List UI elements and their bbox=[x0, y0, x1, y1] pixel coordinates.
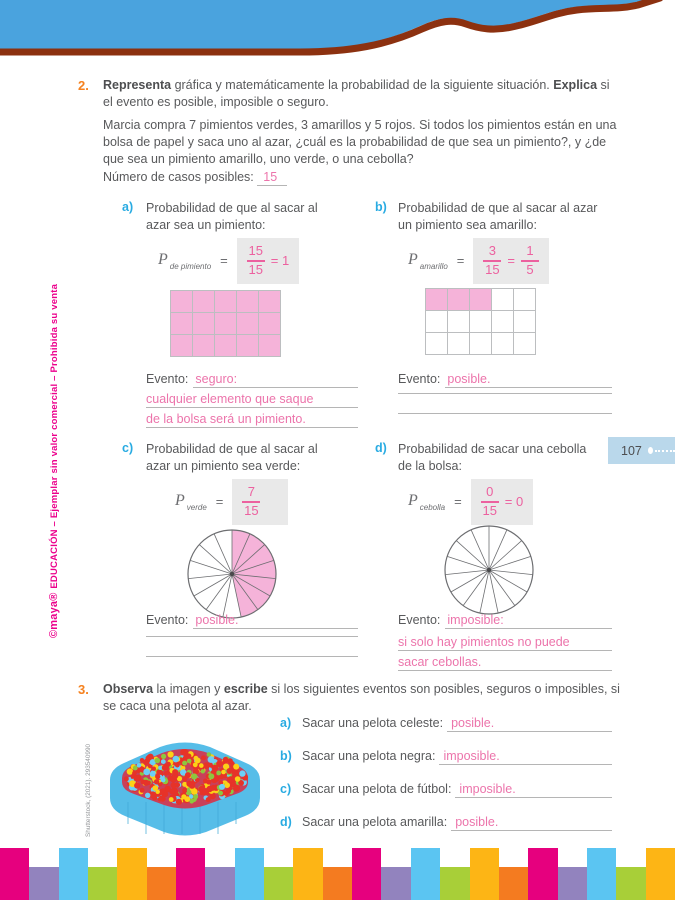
evento-row-d bbox=[398, 613, 612, 629]
footer-bar bbox=[528, 848, 557, 900]
footer-bar bbox=[264, 867, 293, 900]
evento-label: Evento: bbox=[398, 613, 441, 627]
equals-sign: = bbox=[215, 494, 224, 510]
q3-item-d-letter: d) bbox=[280, 815, 292, 829]
answer-line-d2: si solo hay pimientos no puede bbox=[398, 635, 612, 651]
image-credit: Shutterstock, (2021). 293540990 bbox=[85, 743, 92, 837]
grid-cell bbox=[448, 333, 469, 354]
answer-line-a3: de la bolsa será un pimiento. bbox=[146, 412, 358, 428]
ball-pit-photo bbox=[100, 720, 270, 851]
grid-cell bbox=[514, 311, 535, 332]
q2-intro-text-1: gráfica y matemáticamente la probabilidad de la siguiente situación. bbox=[171, 78, 554, 92]
q3-intro-text-2: si los siguientes eventos son posibles, seguros o imposibles, si se caca una pelota al azar. bbox=[103, 682, 620, 713]
evento-label: Evento: bbox=[146, 613, 189, 627]
probability-grid-b bbox=[425, 288, 536, 355]
fraction-b2: $\frac{1}{5}$ bbox=[521, 244, 539, 278]
evento-label: Evento: bbox=[398, 372, 441, 386]
footer-bar bbox=[323, 867, 352, 900]
grid-cell bbox=[215, 335, 236, 356]
footer-bar bbox=[440, 867, 469, 900]
item-d-letter: d) bbox=[375, 441, 387, 455]
footer-bar bbox=[352, 848, 381, 900]
equals-sign: = bbox=[454, 494, 462, 510]
q3-item-c-prompt: Sacar una pelota de fútbol: bbox=[302, 782, 452, 796]
grid-cell bbox=[470, 289, 491, 310]
q2-verb-1: Representa bbox=[103, 78, 172, 92]
footer-bar bbox=[235, 848, 264, 900]
grid-cell bbox=[237, 335, 258, 356]
question-2-number: 2. bbox=[78, 78, 89, 93]
header-wave-decoration bbox=[0, 0, 675, 62]
probability-variable-a: P $_{de pimiento}$ bbox=[158, 251, 212, 271]
answer-line-b3 bbox=[398, 412, 612, 414]
fraction-a: $\frac{15}{15}$ bbox=[248, 243, 263, 277]
q2-verb-2: Explica bbox=[553, 78, 598, 92]
footer-bar bbox=[176, 848, 205, 900]
fraction-d-result: = 0 bbox=[504, 494, 524, 510]
cases-label: Número de casos posibles: bbox=[103, 170, 254, 184]
footer-bar bbox=[205, 867, 234, 900]
q3-item-b-answer: imposible. bbox=[439, 749, 612, 765]
fraction-a-result: = 1 bbox=[270, 253, 290, 269]
footer-bar bbox=[616, 867, 645, 900]
footer-bar bbox=[558, 867, 587, 900]
fraction-b1: $\frac{3}{15}$ bbox=[485, 243, 500, 277]
fraction-box-a bbox=[237, 238, 299, 284]
probability-grid-a bbox=[170, 290, 281, 357]
grid-cell bbox=[237, 313, 258, 334]
question-2-problem-text: Marcia compra 7 pimientos verdes, 3 amarillos y 5 rojos. Si todos los pimientos están en una bolsa de papel y saca uno al azar, ¿cuál es la probabilidad de que sea un pimiento?, y ¿de que sea un pimiento amarillo, uno verde, o una cebolla? bbox=[103, 118, 617, 166]
q3-item-c-letter: c) bbox=[280, 782, 292, 796]
q3-item-b-prompt: Sacar una pelota negra: bbox=[302, 749, 436, 763]
item-b-letter: b) bbox=[375, 200, 387, 214]
q3-verb-1: Observa bbox=[103, 682, 154, 696]
page-number-badge bbox=[608, 437, 675, 464]
q3-row-b bbox=[280, 749, 612, 765]
grid-cell bbox=[259, 291, 280, 312]
grid-cell bbox=[259, 313, 280, 334]
evento-answer-d: imposible: bbox=[445, 613, 612, 629]
item-a-prompt: Probabilidad de que al sacar al azar sea un pimiento: bbox=[146, 201, 318, 232]
evento-answer-b: posible. bbox=[445, 372, 612, 388]
grid-cell bbox=[259, 335, 280, 356]
grid-cell bbox=[492, 289, 513, 310]
page-number: 107 bbox=[621, 443, 642, 458]
equation-a bbox=[158, 238, 299, 284]
evento-row-c bbox=[146, 613, 358, 629]
item-d-prompt: Probabilidad de sacar una cebolla de la bolsa: bbox=[398, 442, 587, 473]
probability-pie-d bbox=[443, 524, 535, 621]
footer-bar bbox=[499, 867, 528, 900]
badge-dotted-line-icon bbox=[655, 450, 675, 452]
q3-item-d-prompt: Sacar una pelota amarilla: bbox=[302, 815, 448, 829]
cases-answer: 15 bbox=[257, 170, 287, 186]
footer-bar bbox=[470, 848, 499, 900]
probability-variable-d: P $_{cebolla}$ bbox=[408, 492, 446, 512]
grid-cell bbox=[426, 289, 447, 310]
q3-item-a-prompt: Sacar una pelota celeste: bbox=[302, 716, 444, 730]
footer-bar bbox=[88, 867, 117, 900]
answer-line-d3: sacar cebollas. bbox=[398, 655, 612, 671]
answer-line-b2 bbox=[398, 392, 612, 394]
item-b-prompt: Probabilidad de que al sacar al azar un pimiento sea amarillo: bbox=[398, 201, 598, 232]
equation-d bbox=[408, 479, 533, 525]
footer-bar bbox=[646, 848, 675, 900]
footer-bar bbox=[293, 848, 322, 900]
grid-cell bbox=[492, 311, 513, 332]
grid-cell bbox=[470, 333, 491, 354]
grid-cell bbox=[426, 333, 447, 354]
fraction-d: $\frac{0}{15}$ bbox=[482, 484, 497, 518]
grid-cell bbox=[514, 333, 535, 354]
grid-cell bbox=[193, 335, 214, 356]
footer-bar bbox=[117, 848, 146, 900]
grid-cell bbox=[470, 311, 491, 332]
grid-cell bbox=[171, 335, 192, 356]
q3-item-d-answer: posible. bbox=[451, 815, 612, 831]
grid-cell bbox=[171, 313, 192, 334]
footer-bar bbox=[29, 867, 58, 900]
probability-variable-b: P $_{amarillo}$ bbox=[408, 251, 448, 271]
grid-cell bbox=[215, 313, 236, 334]
fraction-box-c bbox=[232, 479, 288, 525]
grid-cell bbox=[171, 291, 192, 312]
equation-b bbox=[408, 238, 549, 284]
grid-cell bbox=[514, 289, 535, 310]
fraction-c: $\frac{7}{15}$ bbox=[244, 484, 259, 518]
edition-notice-text: EDUCACIÓN – Ejemplar sin valor comercial – Prohibida su venta bbox=[49, 283, 60, 592]
footer-bar bbox=[0, 848, 29, 900]
grid-cell bbox=[215, 291, 236, 312]
evento-answer-c: posible. bbox=[193, 613, 358, 629]
q3-item-b-letter: b) bbox=[280, 749, 292, 763]
grid-cell bbox=[426, 311, 447, 332]
item-c-prompt: Probabilidad de que al sacar al azar un pimiento sea verde: bbox=[146, 442, 318, 473]
q3-item-a-letter: a) bbox=[280, 716, 292, 730]
evento-row-b bbox=[398, 372, 612, 388]
fraction-b-equals: = bbox=[507, 253, 515, 269]
badge-dot-icon bbox=[648, 447, 653, 454]
answer-line-a2: cualquier elemento que saque bbox=[146, 392, 358, 408]
fraction-box-b bbox=[473, 238, 549, 284]
equals-sign: = bbox=[220, 253, 228, 269]
grid-cell bbox=[193, 313, 214, 334]
evento-answer-a: seguro: bbox=[193, 372, 358, 388]
q2-intro-text-2: si el evento es posible, imposible o seguro. bbox=[103, 78, 610, 109]
q3-intro-text-1: la imagen y bbox=[153, 682, 224, 696]
maya-logo: ©maya® bbox=[48, 592, 60, 638]
answer-line-c2 bbox=[146, 635, 358, 637]
footer-bar bbox=[147, 867, 176, 900]
evento-row-a bbox=[146, 372, 358, 388]
answer-line-c3 bbox=[146, 655, 358, 657]
probability-pie-c bbox=[186, 528, 278, 625]
grid-cell bbox=[237, 291, 258, 312]
q3-row-c bbox=[280, 782, 612, 798]
question-3-intro bbox=[103, 681, 620, 715]
grid-cell bbox=[193, 291, 214, 312]
cases-line bbox=[103, 170, 287, 184]
q3-item-a-answer: posible. bbox=[447, 716, 612, 732]
item-c-letter: c) bbox=[122, 441, 134, 455]
footer-bar bbox=[381, 867, 410, 900]
evento-label: Evento: bbox=[146, 372, 189, 386]
equation-c bbox=[175, 479, 288, 525]
q3-verb-2: escribe bbox=[223, 682, 268, 696]
footer-color-bars bbox=[0, 848, 675, 900]
equals-sign: = bbox=[456, 253, 465, 269]
item-a-letter: a) bbox=[122, 200, 134, 214]
question-2-intro bbox=[103, 77, 618, 111]
footer-bar bbox=[587, 848, 616, 900]
q3-row-a bbox=[280, 716, 612, 732]
grid-cell bbox=[492, 333, 513, 354]
fraction-box-d bbox=[471, 479, 533, 525]
footer-bar bbox=[59, 848, 88, 900]
grid-cell bbox=[448, 289, 469, 310]
footer-bar bbox=[411, 848, 440, 900]
probability-variable-c: P $_{verde}$ bbox=[175, 492, 207, 512]
grid-cell bbox=[448, 311, 469, 332]
q3-row-d bbox=[280, 815, 612, 831]
edition-notice bbox=[48, 284, 60, 638]
q3-item-c-answer: imposible. bbox=[455, 782, 612, 798]
question-3-number: 3. bbox=[78, 682, 89, 697]
